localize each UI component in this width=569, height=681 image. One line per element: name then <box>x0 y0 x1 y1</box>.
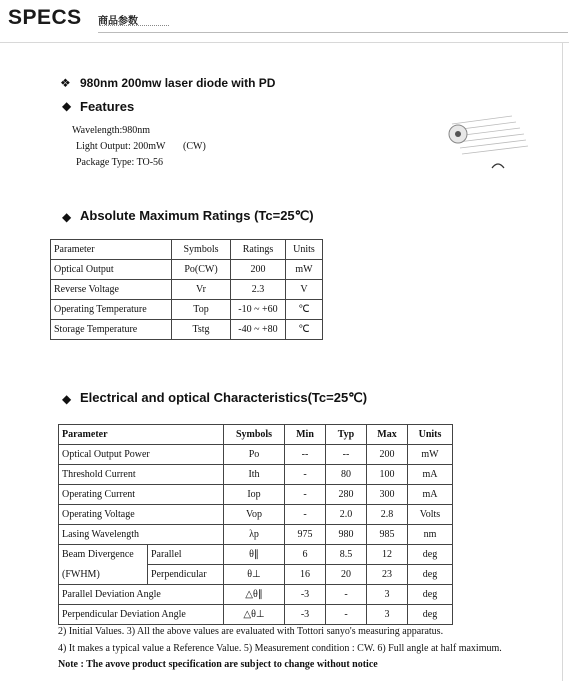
page-header <box>8 6 563 32</box>
table-cell: 100 <box>367 465 408 485</box>
table-cell: 6 <box>285 545 326 565</box>
table-cell: Vr <box>172 280 231 300</box>
table-header-cell: Symbols <box>172 240 231 260</box>
table-header-cell: Units <box>286 240 323 260</box>
feature-light-output: Light Output: 200mW <box>76 141 166 152</box>
header-rule <box>98 32 568 33</box>
table-cell: - <box>326 585 367 605</box>
table-cell: Po <box>224 445 285 465</box>
table-cell: 8.5 <box>326 545 367 565</box>
table-header-cell: Max <box>367 425 408 445</box>
table-cell: △θ⊥ <box>224 605 285 625</box>
table-cell: deg <box>408 565 453 585</box>
table-row <box>59 525 453 545</box>
table-cell: -40 ~ +80 <box>231 320 286 340</box>
abs-heading: Absolute Maximum Ratings (Tc=25℃) <box>80 208 314 223</box>
note-line-2: 4) It makes a typical value a Reference Value. 5) Measurement condition : CW. 6) Full angle at half maximum. <box>58 643 502 654</box>
table-cell: θ⊥ <box>224 565 285 585</box>
table-cell: Parallel <box>148 545 224 565</box>
table-cell: -- <box>285 445 326 465</box>
table-cell: Beam Divergence <box>59 545 148 565</box>
table-cell: 12 <box>367 545 408 565</box>
table-cell: - <box>285 505 326 525</box>
table-row <box>51 260 323 280</box>
diamond-icon: ◆ <box>62 210 72 224</box>
table-cell: Perpendicular <box>148 565 224 585</box>
table-cell: - <box>285 485 326 505</box>
table-cell: V <box>286 280 323 300</box>
table-cell: -3 <box>285 605 326 625</box>
table-cell: mW <box>286 260 323 280</box>
table-row <box>59 445 453 465</box>
product-title: 980nm 200mw laser diode with PD <box>80 76 276 90</box>
table-row <box>59 485 453 505</box>
table-row <box>59 585 453 605</box>
table-cell: λp <box>224 525 285 545</box>
table-cell: Lasing Wavelength <box>59 525 224 545</box>
elec-char-table <box>58 424 453 625</box>
top-divider <box>0 42 569 43</box>
table-row <box>59 545 453 565</box>
table-cell: mW <box>408 445 453 465</box>
table-cell: 985 <box>367 525 408 545</box>
table-row <box>59 565 453 585</box>
table-cell: 200 <box>231 260 286 280</box>
table-cell: (FWHM) <box>59 565 148 585</box>
table-cell: - <box>326 605 367 625</box>
feature-cw: (CW) <box>183 141 206 152</box>
laser-diode-image <box>432 104 542 174</box>
table-cell: Operating Temperature <box>51 300 172 320</box>
table-cell: 2.3 <box>231 280 286 300</box>
table-row <box>51 300 323 320</box>
table-cell: nm <box>408 525 453 545</box>
table-row <box>51 320 323 340</box>
specs-cn-title: 商品参数 <box>98 16 138 27</box>
table-cell: 80 <box>326 465 367 485</box>
table-header-cell: Parameter <box>59 425 224 445</box>
table-cell: mA <box>408 465 453 485</box>
table-cell: 200 <box>367 445 408 465</box>
table-cell: Top <box>172 300 231 320</box>
table-cell: Iop <box>224 485 285 505</box>
table-cell: Reverse Voltage <box>51 280 172 300</box>
elec-heading: Electrical and optical Characteristics(Tc=25℃) <box>80 390 368 405</box>
table-header-cell: Min <box>285 425 326 445</box>
table-cell: -- <box>326 445 367 465</box>
table-cell: Threshold Current <box>59 465 224 485</box>
table-cell: Parallel Deviation Angle <box>59 585 224 605</box>
table-cell: △θ∥ <box>224 585 285 605</box>
table-cell: 300 <box>367 485 408 505</box>
table-cell: ℃ <box>286 300 323 320</box>
table-cell: Po(CW) <box>172 260 231 280</box>
note-line-3: Note : The avove product specification are subject to change without notice <box>58 659 378 670</box>
table-cell: -10 ~ +60 <box>231 300 286 320</box>
table-cell: Volts <box>408 505 453 525</box>
table-row <box>59 505 453 525</box>
table-cell: 3 <box>367 585 408 605</box>
table-header-cell: Typ <box>326 425 367 445</box>
table-cell: 280 <box>326 485 367 505</box>
table-cell: deg <box>408 585 453 605</box>
table-cell: Operating Voltage <box>59 505 224 525</box>
table-cell: 2.8 <box>367 505 408 525</box>
table-cell: 3 <box>367 605 408 625</box>
cn-underline <box>99 25 169 29</box>
table-cell: mA <box>408 485 453 505</box>
feature-package: Package Type: TO-56 <box>76 157 164 168</box>
specs-title: SPECS <box>8 6 82 29</box>
table-cell: 2.0 <box>326 505 367 525</box>
table-cell: Perpendicular Deviation Angle <box>59 605 224 625</box>
table-cell: θ∥ <box>224 545 285 565</box>
table-cell: 16 <box>285 565 326 585</box>
table-cell: Optical Output <box>51 260 172 280</box>
note-line-1: 2) Initial Values. 3) All the above values are evaluated with Tottori sanyo's measuring apparatus. <box>58 626 444 637</box>
table-cell: 23 <box>367 565 408 585</box>
table-cell: Optical Output Power <box>59 445 224 465</box>
table-row <box>59 605 453 625</box>
table-header-row <box>59 425 453 445</box>
table-cell: Operating Current <box>59 485 224 505</box>
table-header-cell: Ratings <box>231 240 286 260</box>
table-cell: ℃ <box>286 320 323 340</box>
diamond-icon: ◆ <box>62 392 72 406</box>
table-header-row <box>51 240 323 260</box>
diamond-icon: ◆ <box>62 99 72 113</box>
product-bullet-icon: ❖ <box>60 76 71 90</box>
table-cell: 20 <box>326 565 367 585</box>
table-cell: 980 <box>326 525 367 545</box>
right-border <box>562 42 563 681</box>
table-cell: deg <box>408 605 453 625</box>
table-cell: Storage Temperature <box>51 320 172 340</box>
table-cell: Ith <box>224 465 285 485</box>
table-header-cell: Units <box>408 425 453 445</box>
features-heading: Features <box>80 99 135 114</box>
table-header-cell: Parameter <box>51 240 172 260</box>
table-cell: Vop <box>224 505 285 525</box>
table-row <box>59 465 453 485</box>
table-row <box>51 280 323 300</box>
feature-wavelength: Wavelength:980nm <box>72 125 151 136</box>
table-cell: deg <box>408 545 453 565</box>
table-cell: -3 <box>285 585 326 605</box>
table-cell: 975 <box>285 525 326 545</box>
table-header-cell: Symbols <box>224 425 285 445</box>
table-cell: Tstg <box>172 320 231 340</box>
table-cell: - <box>285 465 326 485</box>
abs-ratings-table <box>50 239 323 340</box>
